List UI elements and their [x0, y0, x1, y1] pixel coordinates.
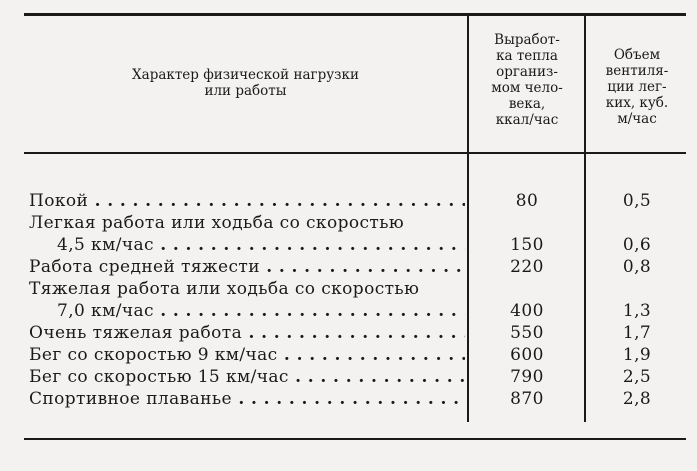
table-body [29, 190, 689, 410]
row-label: Покой . . . [29, 190, 465, 212]
row-label: Бег со скоростью 9 км/час . . . [29, 344, 465, 366]
table-row [29, 388, 689, 410]
ventilation-value: 0,5 [622, 191, 652, 211]
table-row [29, 322, 689, 344]
ventilation-value: 0,6 [622, 235, 652, 255]
header-ventilation: Объем вентиля- ции лег- ких, куб. м/час [605, 47, 669, 127]
ventilation-value: 2,5 [622, 367, 652, 387]
row-label: Работа средней тяжести . . . [29, 256, 465, 278]
heat-value: 870 [510, 389, 544, 409]
header-rule [24, 152, 686, 154]
row-label-continuation: 4,5 км/час . . . [57, 234, 465, 256]
table-row [29, 366, 689, 388]
ventilation-value: 0,8 [622, 257, 652, 277]
ventilation-value: 1,7 [622, 323, 652, 343]
table-row [29, 278, 689, 300]
header-heat-output: Выработ- ка тепла организ- мом чело- века, ккал/час [491, 32, 563, 128]
top-rule [24, 13, 686, 16]
heat-value: 150 [510, 235, 544, 255]
heat-value: 790 [510, 367, 544, 387]
bottom-rule [24, 438, 686, 440]
ventilation-value: 2,8 [622, 389, 652, 409]
heat-value: 220 [510, 257, 544, 277]
table-row [29, 256, 689, 278]
row-label: Тяжелая работа или ходьба со скоростью [29, 279, 420, 299]
table-row [29, 212, 689, 234]
row-label-continuation: 7,0 км/час . . . [57, 300, 465, 322]
table-row [29, 344, 689, 366]
table-row [29, 190, 689, 212]
row-label: Бег со скоростью 15 км/час . . . [29, 366, 465, 388]
row-label: Спортивное плаванье . . . [29, 388, 465, 410]
heat-value: 400 [510, 301, 544, 321]
table-row-continuation [29, 234, 689, 256]
row-label: Легкая работа или ходьба со скоростью [29, 213, 405, 233]
ventilation-value: 1,9 [622, 345, 652, 365]
heat-value: 600 [510, 345, 544, 365]
ventilation-value: 1,3 [622, 301, 652, 321]
table-row-continuation [29, 300, 689, 322]
heat-value: 550 [510, 323, 544, 343]
row-label: Очень тяжелая работа . . . [29, 322, 465, 344]
header-activity: Характер физической нагрузки или работы [132, 67, 359, 99]
heat-value: 80 [515, 191, 539, 211]
